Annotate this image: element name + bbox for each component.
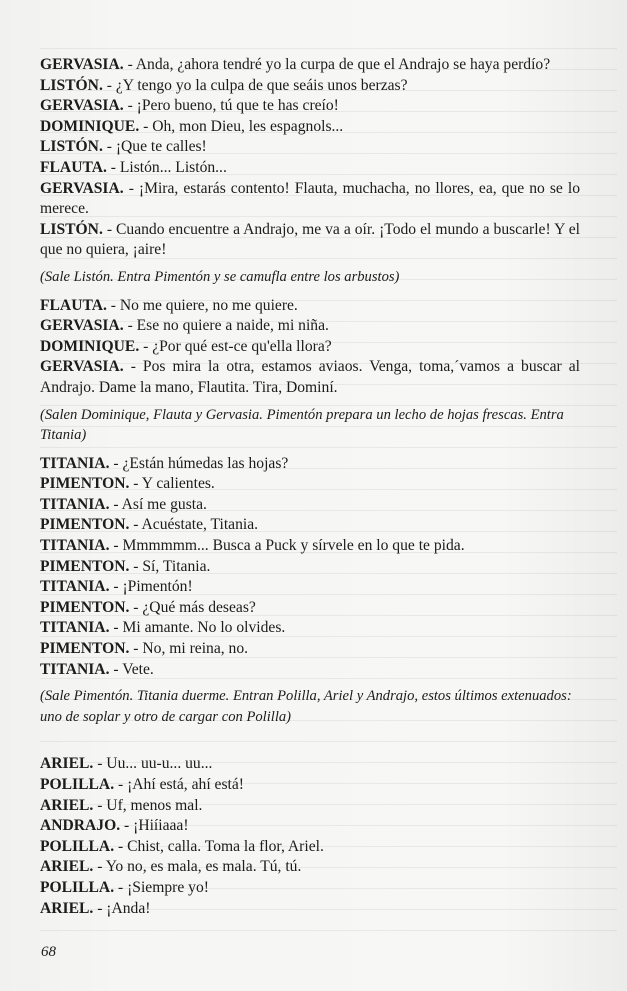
speech-text: - Mmmmmm... Busca a Puck y sírvele en lo que te pida.: [109, 537, 465, 555]
spacer: [40, 735, 580, 754]
speaker-name: TITANIA: [40, 578, 106, 596]
dialogue-line: [40, 296, 580, 317]
speaker-name: FLAUTA: [40, 158, 103, 176]
dialogue-block: [40, 296, 580, 399]
speaker-period: .: [98, 220, 103, 238]
speaker-period: .: [110, 878, 115, 896]
speaker-period: .: [105, 537, 110, 555]
dialogue-line: [40, 137, 580, 158]
dialogue-line: [40, 775, 580, 796]
speaker-period: .: [116, 817, 121, 835]
speaker-period: .: [102, 158, 107, 176]
speaker-name: TITANIA: [40, 660, 106, 678]
dialogue-line: [40, 598, 580, 619]
speaker-name: ARIEL: [40, 858, 90, 876]
speaker-period: .: [125, 598, 130, 616]
speech-text: - Pos mira la otra, estamos aviaos. Venga, toma,´vamos a buscar al Andrajo. Dame la mano, Flautita. Tira, Dominí.: [40, 358, 580, 396]
speaker-name: TITANIA: [40, 537, 106, 555]
speech-text: - ¿Están húmedas las hojas?: [109, 454, 289, 472]
speaker-name: ARIEL: [40, 796, 90, 814]
speech-text: - ¡Pimentón!: [109, 578, 193, 596]
speech-text: - ¡Pero bueno, tú que te has creío!: [123, 97, 339, 115]
speech-text: - Anda, ¿ahora tendré yo la curpa de que el Andrajo se haya perdío?: [123, 56, 551, 73]
speech-text: - Vete.: [109, 660, 154, 678]
speaker-period: .: [105, 660, 110, 678]
dialogue-line: [40, 158, 580, 179]
dialogue-line: [40, 76, 580, 97]
speaker-name: LISTÓN: [40, 76, 99, 94]
dialogue-line: [40, 577, 580, 598]
speaker-name: PIMENTON: [40, 640, 126, 658]
dialogue-line: [40, 639, 580, 660]
speech-text: - ¡Siempre yo!: [114, 878, 209, 896]
speaker-period: .: [105, 495, 110, 513]
dialogue-line: [40, 454, 580, 475]
speaker-name: PIMENTON: [40, 475, 126, 493]
dialogue-line: [40, 878, 580, 899]
dialogue-line: [40, 899, 580, 920]
speaker-name: PIMENTON: [40, 598, 126, 616]
speech-text: - Listón... Listón...: [106, 158, 227, 176]
speech-text: - Uu... uu-u... uu...: [93, 755, 213, 773]
speaker-name: LISTÓN: [40, 220, 99, 238]
speaker-name: POLILLA: [40, 776, 111, 793]
speech-text: - Y calientes.: [129, 475, 215, 493]
speaker-name: DOMINIQUE: [40, 337, 136, 355]
dialogue-line: [40, 557, 580, 578]
dialogue-line: [40, 220, 580, 261]
dialogue-line: [40, 337, 580, 358]
speaker-name: ARIEL: [40, 899, 90, 917]
speaker-name: ANDRAJO: [40, 817, 117, 835]
dialogue-line: [40, 816, 580, 837]
speech-text: - ¿Y tengo yo la culpa de que seáis unos berzas?: [102, 76, 408, 94]
dialogue-line: [40, 179, 580, 220]
speaker-name: DOMINIQUE: [40, 117, 136, 135]
speaker-period: .: [125, 516, 130, 534]
dialogue-block: [40, 55, 580, 261]
speaker-name: PIMENTON: [40, 557, 126, 575]
dialogue-line: [40, 495, 580, 516]
speaker-period: .: [89, 858, 94, 876]
speaker-period: .: [135, 117, 140, 135]
speaker-period: .: [105, 619, 110, 637]
speaker-period: .: [125, 557, 130, 575]
stage-direction: (Sale Listón. Entra Pimentón y se camufla entre los arbustos): [40, 268, 400, 285]
stage-direction: (Salen Dominique, Flauta y Gervasia. Pimentón prepara un lecho de hojas frescas. Entra Titania): [40, 406, 564, 444]
speech-text: - ¡Hiíiaaa!: [120, 817, 189, 835]
dialogue-line: [40, 754, 580, 775]
speaker-period: .: [102, 296, 107, 314]
speech-text: - ¡Mira, estarás contento! Flauta, muchacha, no llores, ea, que no se lo merece.: [40, 179, 580, 218]
speech-text: - Oh, mon Dieu, les espagnols...: [139, 117, 344, 135]
speaker-period: .: [125, 640, 130, 658]
speech-text: - Chist, calla. Toma la flor, Ariel.: [114, 837, 324, 855]
speaker-period: .: [98, 76, 103, 94]
speaker-period: .: [119, 97, 124, 115]
dialogue-line: [40, 117, 580, 138]
speech-text: - ¿Qué más deseas?: [129, 598, 256, 616]
dialogue-line: [40, 96, 580, 117]
speaker-name: TITANIA: [40, 619, 106, 637]
speaker-period: .: [119, 56, 124, 73]
dialogue-line: [40, 536, 580, 557]
speech-text: - Ese no quiere a naide, mi niña.: [123, 317, 329, 335]
dialogue-line: [40, 316, 580, 337]
speaker-period: .: [125, 475, 130, 493]
dialogue-line: [40, 618, 580, 639]
speaker-period: .: [119, 317, 124, 335]
speaker-period: .: [89, 899, 94, 917]
speaker-period: .: [98, 138, 103, 156]
speech-text: - Mi amante. No lo olvides.: [109, 619, 286, 637]
speaker-period: .: [119, 358, 124, 376]
speaker-period: .: [105, 578, 110, 596]
speaker-period: .: [89, 755, 94, 773]
speaker-name: TITANIA: [40, 454, 106, 472]
speech-text: - ¡Anda!: [93, 899, 151, 917]
speaker-name: GERVASIA: [40, 358, 120, 376]
speaker-name: LISTÓN: [40, 138, 99, 156]
speech-text: - ¿Por qué est-ce qu'ella llora?: [139, 337, 332, 355]
speech-text: - Así me gusta.: [109, 495, 207, 513]
dialogue-line: [40, 796, 580, 817]
dialogue-line: [40, 660, 580, 681]
speaker-period: .: [89, 796, 94, 814]
speech-text: - Acuéstate, Titania.: [129, 516, 259, 534]
speech-text: - No me quiere, no me quiere.: [106, 296, 298, 314]
speech-text: - Uf, menos mal.: [93, 796, 203, 814]
speaker-name: FLAUTA: [40, 296, 103, 314]
speaker-period: .: [135, 337, 140, 355]
speaker-name: GERVASIA: [40, 317, 120, 335]
speaker-name: GERVASIA: [40, 56, 120, 73]
dialogue-line: [40, 857, 580, 878]
speech-text: - No, mi reina, no.: [129, 640, 249, 658]
speaker-name: POLILLA: [40, 878, 111, 896]
speaker-period: .: [119, 179, 124, 197]
dialogue-line: [40, 357, 580, 398]
speaker-period: .: [110, 776, 115, 793]
dialogue-line: [40, 837, 580, 858]
dialogue-line: [40, 55, 580, 76]
speaker-name: TITANIA: [40, 495, 106, 513]
speech-text: - ¡Ahí está, ahí está!: [114, 776, 244, 793]
speaker-period: .: [110, 837, 115, 855]
speech-text: - ¡Que te calles!: [102, 138, 207, 156]
speaker-name: GERVASIA: [40, 97, 120, 115]
speaker-period: .: [105, 454, 110, 472]
speech-text: - Sí, Titania.: [129, 557, 211, 575]
dialogue-block: [40, 454, 580, 681]
dialogue-block: [40, 754, 580, 919]
speaker-name: POLILLA: [40, 837, 111, 855]
speaker-name: PIMENTON: [40, 516, 126, 534]
speech-text: - Yo no, es mala, es mala. Tú, tú.: [93, 858, 302, 876]
stage-direction: (Sale Pimentón. Titania duerme. Entran Polilla, Ariel y Andrajo, estos últimos extenuados: uno de soplar y otro de cargar con Polilla): [40, 688, 572, 725]
speaker-name: ARIEL: [40, 755, 90, 773]
play-text: [40, 55, 580, 919]
speech-text: - Cuando encuentre a Andrajo, me va a oír. ¡Todo el mundo a buscarle! Y el que no quiera, ¡aire!: [40, 220, 580, 259]
page-number: 68: [41, 944, 56, 960]
dialogue-line: [40, 515, 580, 536]
dialogue-line: [40, 474, 580, 495]
speaker-name: GERVASIA: [40, 179, 120, 197]
